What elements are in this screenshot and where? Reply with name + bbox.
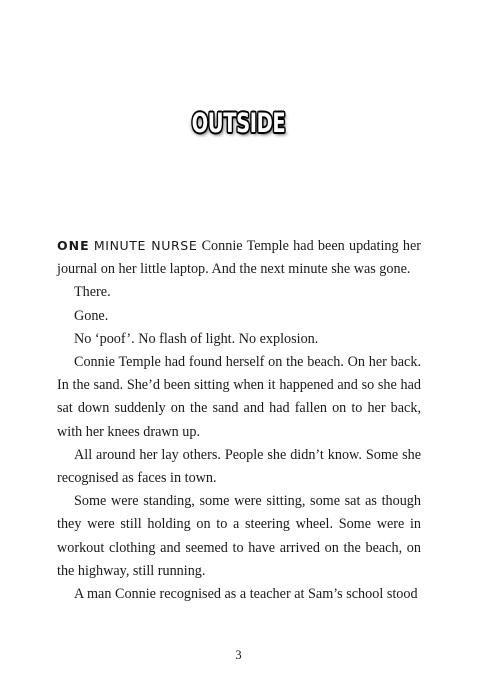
paragraph-2: There.: [74, 284, 111, 301]
page-number: 3: [235, 648, 242, 662]
paragraph-4: No ‘poof’. No flash of light. No explosion.: [74, 330, 319, 347]
paragraph-6: All around her lay others. People she didn’t know. Some she recognised as faces in town.: [57, 446, 421, 487]
body-text: [57, 234, 421, 606]
lead-words: MINUTE NURSE: [93, 238, 198, 253]
chapter-title: OUTSIDE: [191, 108, 286, 139]
paragraph-1-text: Connie Temple had been updating her journal on her little laptop. And the next minute she was gone.: [57, 238, 421, 278]
lead-word: ONE: [57, 238, 90, 253]
paragraph-1: [57, 234, 421, 281]
paragraph-5: Connie Temple had found herself on the beach. On her back. In the sand. She’d been sitting when it happened and so she had sat down suddenly on the sand and had fallen on to her back, with her knees drawn up.: [57, 354, 421, 440]
paragraph-8: A man Connie recognised as a teacher at Sam’s school stood: [74, 586, 418, 603]
paragraph-7: Some were standing, some were sitting, some sat as though they were still holding on to a steering wheel. Some were in workout clothing and seemed to have arrived on the beach, on the highway, still running.: [57, 493, 421, 579]
paragraph-3: Gone.: [74, 307, 109, 324]
